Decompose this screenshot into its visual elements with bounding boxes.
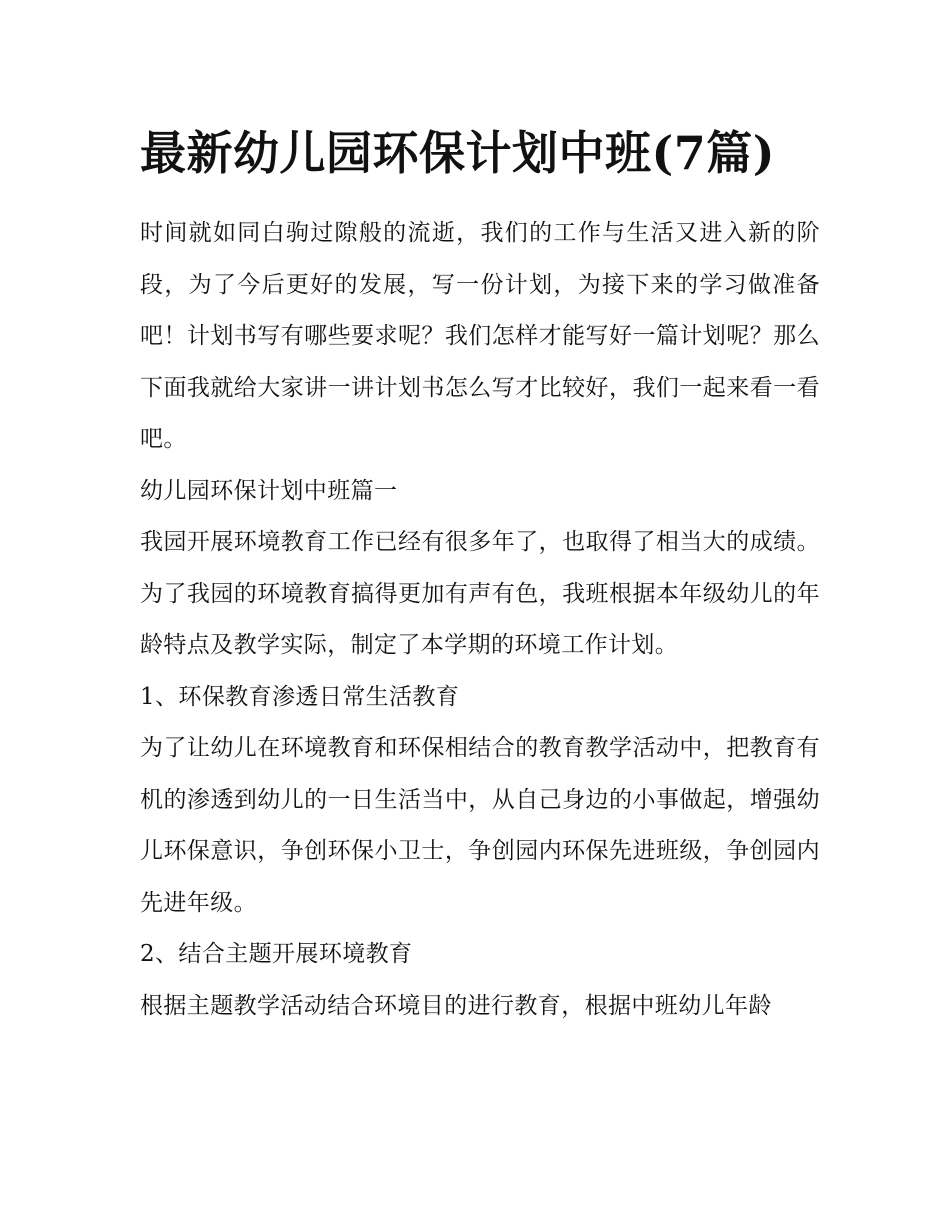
intro-paragraph: 时间就如同白驹过隙般的流逝，我们的工作与生活又进入新的阶段，为了今后更好的发展，写一份计划，为接下来的学习做准备吧！计划书写有哪些要求呢？我们怎样才能写好一篇计划呢？那么下面我就给大家讲一讲计划书怎么写才比较好，我们一起来看一看吧。	[140, 220, 820, 452]
document-title: 最新幼儿园环保计划中班(7篇)	[140, 126, 776, 180]
subheading-1: 1、环保教育渗透日常生活教育	[140, 683, 460, 710]
section-heading-part-one: 幼儿园环保计划中班篇一	[140, 477, 398, 504]
document-page	[140, 112, 820, 1032]
body-paragraph: 我园开展环境教育工作已经有很多年了，也取得了相当大的成绩。为了我园的环境教育搞得更加有声有色，我班根据本年级幼儿的年龄特点及教学实际，制定了本学期的环境工作计划。	[140, 529, 820, 658]
body-paragraph: 为了让幼儿在环境教育和环保相结合的教育教学活动中，把教育有机的渗透到幼儿的一日生活当中，从自己身边的小事做起，增强幼儿环保意识，争创环保小卫士，争创园内环保先进班级，争创园内先进年级。	[140, 735, 820, 916]
body-paragraph: 根据主题教学活动结合环境目的进行教育，根据中班幼儿年龄	[140, 992, 772, 1019]
subheading-2: 2、结合主题开展环境教育	[140, 941, 413, 967]
